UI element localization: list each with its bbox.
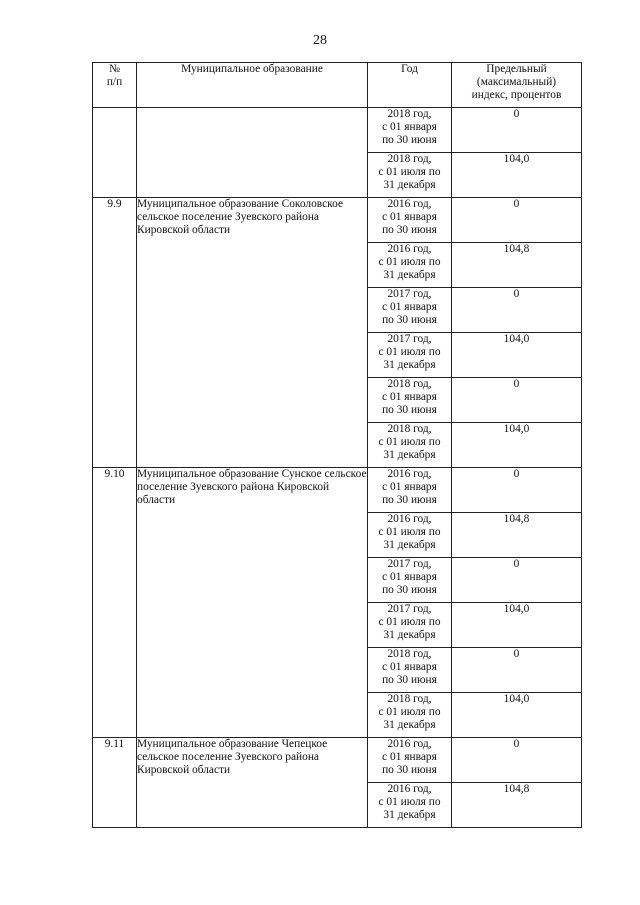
municipality-name [137, 108, 368, 198]
period-cell [368, 333, 452, 378]
period-line: с 01 января [382, 391, 437, 403]
period-cell [368, 243, 452, 288]
period-line: 2016 год, [387, 738, 432, 750]
period-cell [368, 468, 452, 513]
period-line: с 01 июля по [378, 796, 441, 808]
index-value: 0 [452, 378, 582, 423]
period-line: 2018 год, [387, 153, 432, 165]
period-cell [368, 153, 452, 198]
period-cell [368, 648, 452, 693]
index-value: 0 [452, 108, 582, 153]
index-value: 0 [452, 288, 582, 333]
period-cell [368, 108, 452, 153]
period-line: 31 декабря [383, 539, 436, 551]
period-line: 2017 год, [387, 333, 432, 345]
period-line: с 01 января [382, 661, 437, 673]
period-cell [368, 513, 452, 558]
header-num-line-1: № [109, 63, 120, 75]
period-cell [368, 693, 452, 738]
tariff-index-table [92, 62, 582, 828]
period-cell [368, 288, 452, 333]
period-line: 2018 год, [387, 378, 432, 390]
table-row [93, 108, 582, 153]
index-value: 0 [452, 468, 582, 513]
period-line: 2016 год, [387, 243, 432, 255]
row-number: 9.11 [93, 738, 137, 828]
period-line: с 01 января [382, 571, 437, 583]
period-line: с 01 января [382, 121, 437, 133]
period-line: 31 декабря [383, 179, 436, 191]
period-line: 2016 год, [387, 513, 432, 525]
page-number: 28 [313, 33, 327, 48]
period-line: 31 декабря [383, 629, 436, 641]
period-line: по 30 июня [382, 224, 437, 236]
header-index [452, 63, 582, 108]
period-line: 31 декабря [383, 809, 436, 821]
period-cell [368, 198, 452, 243]
header-num-line-2: п/п [106, 76, 123, 88]
row-number: 9.10 [93, 468, 137, 738]
period-line: по 30 июня [382, 134, 437, 146]
period-line: по 30 июня [382, 764, 437, 776]
period-line: с 01 июля по [378, 706, 441, 718]
table-row [93, 738, 582, 783]
period-cell [368, 558, 452, 603]
period-line: с 01 июля по [378, 346, 441, 358]
municipality-name: Муниципальное образование Соколовское сельское поселение Зуевского района Кировской области [137, 198, 368, 468]
index-value: 104,0 [452, 603, 582, 648]
period-line: 31 декабря [383, 449, 436, 461]
period-line: 2018 год, [387, 648, 432, 660]
header-num [93, 63, 137, 108]
municipality-name: Муниципальное образование Чепецкое сельское поселение Зуевского района Кировской области [137, 738, 368, 828]
row-number: 9.9 [93, 198, 137, 468]
period-line: с 01 января [382, 301, 437, 313]
table-header [93, 63, 582, 108]
header-index-line-1: Предельный [486, 63, 547, 75]
period-line: по 30 июня [382, 404, 437, 416]
period-cell [368, 423, 452, 468]
period-line: 2017 год, [387, 603, 432, 615]
index-value: 104,0 [452, 153, 582, 198]
period-line: 2017 год, [387, 558, 432, 570]
municipality-name: Муниципальное образование Сунское сельское поселение Зуевского района Кировской области [137, 468, 368, 738]
index-value: 0 [452, 558, 582, 603]
index-value: 104,0 [452, 693, 582, 738]
period-line: с 01 июля по [378, 526, 441, 538]
period-cell [368, 783, 452, 828]
table-row [93, 198, 582, 243]
index-value: 104,0 [452, 423, 582, 468]
period-line: 2017 год, [387, 288, 432, 300]
period-line: с 01 июля по [378, 166, 441, 178]
period-line: с 01 июля по [378, 616, 441, 628]
period-line: 2018 год, [387, 423, 432, 435]
period-line: 31 декабря [383, 359, 436, 371]
period-line: с 01 января [382, 211, 437, 223]
period-line: с 01 июля по [378, 436, 441, 448]
period-cell [368, 603, 452, 648]
header-index-line-2: (максимальный) [476, 76, 557, 88]
period-line: 31 декабря [383, 719, 436, 731]
period-line: по 30 июня [382, 584, 437, 596]
period-line: по 30 июня [382, 674, 437, 686]
period-line: 2018 год, [387, 693, 432, 705]
index-value: 0 [452, 198, 582, 243]
period-line: 2016 год, [387, 198, 432, 210]
table-body [93, 108, 582, 828]
period-cell [368, 378, 452, 423]
index-value: 104,8 [452, 513, 582, 558]
table-row [93, 468, 582, 513]
period-line: 2016 год, [387, 468, 432, 480]
period-line: по 30 июня [382, 494, 437, 506]
period-line: 31 декабря [383, 269, 436, 281]
period-line: с 01 января [382, 481, 437, 493]
row-number [93, 108, 137, 198]
index-value: 0 [452, 738, 582, 783]
index-value: 104,8 [452, 783, 582, 828]
header-index-line-3: индекс, процентов [471, 89, 562, 101]
header-year: Год [368, 63, 452, 108]
header-municipality: Муниципальное образование [137, 63, 368, 108]
index-value: 104,8 [452, 243, 582, 288]
period-line: 2016 год, [387, 783, 432, 795]
period-line: с 01 января [382, 751, 437, 763]
period-line: с 01 июля по [378, 256, 441, 268]
index-value: 0 [452, 648, 582, 693]
period-line: по 30 июня [382, 314, 437, 326]
period-cell [368, 738, 452, 783]
index-value: 104,0 [452, 333, 582, 378]
period-line: 2018 год, [387, 108, 432, 120]
